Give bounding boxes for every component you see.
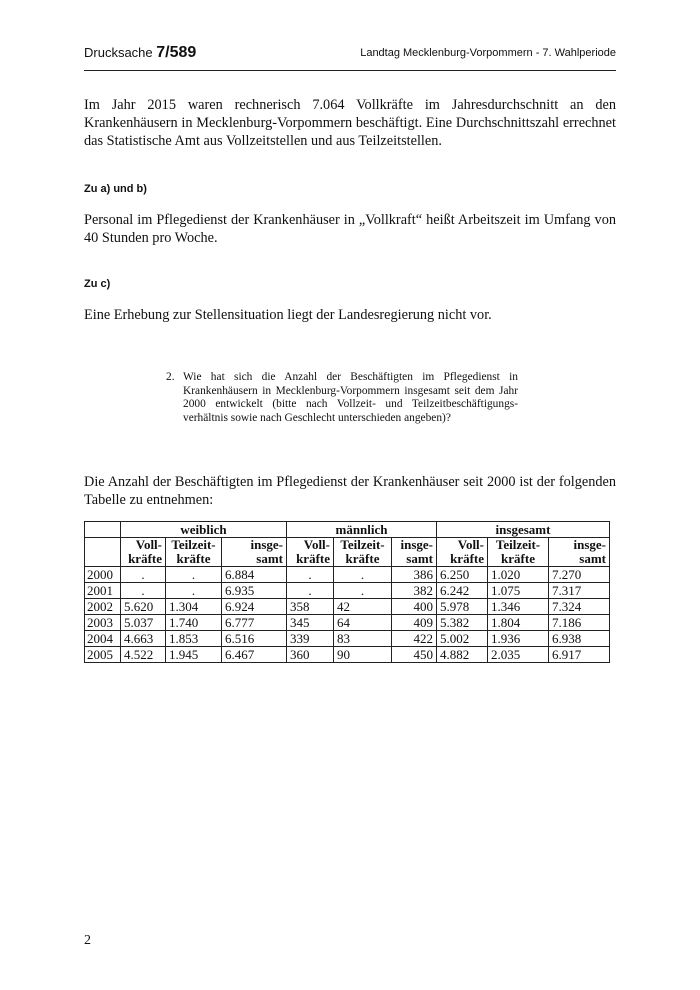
subheader-insgesamt: insge- samt [549, 538, 610, 567]
table-cell: 1.936 [488, 631, 549, 647]
table-cell: 5.002 [437, 631, 488, 647]
table-cell: 5.382 [437, 615, 488, 631]
table-cell: 400 [392, 599, 437, 615]
group-header-insgesamt: insgesamt [437, 522, 610, 538]
table-cell: . [334, 583, 392, 599]
table-cell: 6.242 [437, 583, 488, 599]
table-cell: 7.324 [549, 599, 610, 615]
year-cell: 2004 [85, 631, 121, 647]
question-number: 2. [166, 371, 175, 383]
paragraph-table-intro: Die Anzahl der Beschäftigten im Pflegedienst der Krankenhäuser seit 2000 ist der folgenden Tabelle zu entnehmen: [84, 474, 616, 508]
table-cell: 6.250 [437, 567, 488, 583]
table-cell: . [287, 583, 334, 599]
table-row [85, 647, 610, 663]
table-cell: 6.884 [222, 567, 287, 583]
table-cell: 4.882 [437, 647, 488, 663]
table-cell: 1.945 [166, 647, 222, 663]
group-header-maennlich: männlich [287, 522, 437, 538]
table-cell: 6.935 [222, 583, 287, 599]
table-cell: 1.346 [488, 599, 549, 615]
year-cell: 2002 [85, 599, 121, 615]
subheader-teilzeitkraefte: Teilzeit- kräfte [166, 538, 222, 567]
table-cell: . [166, 567, 222, 583]
table-cell: 83 [334, 631, 392, 647]
parliament-label: Landtag Mecklenburg-Vorpommern - 7. Wahlperiode [360, 47, 616, 59]
table-cell: 1.740 [166, 615, 222, 631]
table-row [85, 631, 610, 647]
group-header-weiblich: weiblich [121, 522, 287, 538]
table-cell: . [121, 583, 166, 599]
table-cell: 450 [392, 647, 437, 663]
table-cell: 6.924 [222, 599, 287, 615]
table-cell: . [334, 567, 392, 583]
table-row [85, 615, 610, 631]
table-cell: 4.663 [121, 631, 166, 647]
document-number [84, 44, 196, 62]
table-cell: 2.035 [488, 647, 549, 663]
employees-table [84, 521, 610, 663]
table-cell: 5.037 [121, 615, 166, 631]
subheader-vollkraefte: Voll- kräfte [121, 538, 166, 567]
table-cell: 7.317 [549, 583, 610, 599]
question-text: Wie hat sich die Anzahl der Beschäftigten im Pflegedienst in Krankenhäusern in Mecklenburg-Vorpommern insgesamt seit dem Jahr 2000 entwickelt (bitte nach Vollzeit- und Teilzeitbeschäftigungs-verhältnis sowie nach Geschlecht unterschieden angeben)? [183, 371, 518, 424]
table-cell: 409 [392, 615, 437, 631]
table-cell: 358 [287, 599, 334, 615]
table-cell: 1.020 [488, 567, 549, 583]
table-cell: 6.516 [222, 631, 287, 647]
table-cell: 90 [334, 647, 392, 663]
page-header [84, 40, 616, 71]
table-cell: 1.304 [166, 599, 222, 615]
table-cell: 1.804 [488, 615, 549, 631]
table-cell: 6.467 [222, 647, 287, 663]
table-cell: 1.075 [488, 583, 549, 599]
table-cell: 64 [334, 615, 392, 631]
table-cell: 386 [392, 567, 437, 583]
table-cell: 382 [392, 583, 437, 599]
table-row [85, 567, 610, 583]
year-cell: 2000 [85, 567, 121, 583]
table-cell: 5.978 [437, 599, 488, 615]
table-cell: 6.777 [222, 615, 287, 631]
table-cell: 1.853 [166, 631, 222, 647]
table-cell: 4.522 [121, 647, 166, 663]
subheading-a-b: Zu a) und b) [84, 183, 147, 195]
year-cell: 2001 [85, 583, 121, 599]
subheader-teilzeitkraefte: Teilzeit- kräfte [334, 538, 392, 567]
document-number-value: 7/589 [156, 44, 197, 61]
table-sub-header-row [85, 538, 610, 567]
table-cell: 7.186 [549, 615, 610, 631]
page-number: 2 [84, 933, 91, 948]
subheader-vollkraefte: Voll- kräfte [437, 538, 488, 567]
paragraph-stellensituation: Eine Erhebung zur Stellensituation liegt der Landesregierung nicht vor. [84, 307, 492, 323]
table-cell: 422 [392, 631, 437, 647]
year-cell: 2005 [85, 647, 121, 663]
subheader-insgesamt: insge- samt [392, 538, 437, 567]
table-cell: 42 [334, 599, 392, 615]
table-row [85, 583, 610, 599]
table-cell: 339 [287, 631, 334, 647]
table-cell: 5.620 [121, 599, 166, 615]
table-cell: . [287, 567, 334, 583]
table-group-header-row [85, 522, 610, 538]
table-cell: 7.270 [549, 567, 610, 583]
table-cell: 6.938 [549, 631, 610, 647]
table-corner-cell [85, 522, 121, 538]
table-cell: . [166, 583, 222, 599]
paragraph-vollkraft-definition: Personal im Pflegedienst der Krankenhäuser in „Vollkraft“ heißt Arbeitszeit im Umfang von 40 Stunden pro Woche. [84, 212, 616, 246]
table-cell: 6.917 [549, 647, 610, 663]
year-cell: 2003 [85, 615, 121, 631]
table-year-header-cell [85, 538, 121, 567]
subheader-vollkraefte: Voll- kräfte [287, 538, 334, 567]
table-cell: 360 [287, 647, 334, 663]
document-number-prefix: Drucksache [84, 45, 153, 60]
table-cell: . [121, 567, 166, 583]
table-row [85, 599, 610, 615]
subheader-teilzeitkraefte: Teilzeit- kräfte [488, 538, 549, 567]
subheader-insgesamt: insge- samt [222, 538, 287, 567]
question-block [166, 371, 518, 425]
paragraph-vollkraefte-2015: Im Jahr 2015 waren rechnerisch 7.064 Vollkräfte im Jahresdurchschnitt an den Krankenhäusern in Mecklenburg-Vorpommern beschäftigt. Eine Durchschnittszahl errechnet das Statistische Amt aus Vollzeitstellen und aus Teilzeitstellen. [84, 97, 616, 149]
table-cell: 345 [287, 615, 334, 631]
subheading-c: Zu c) [84, 278, 111, 290]
